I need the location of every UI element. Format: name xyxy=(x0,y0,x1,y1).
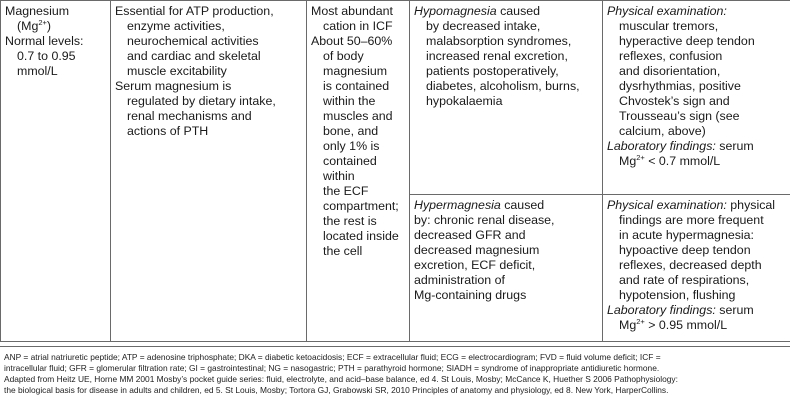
distribution-text: of body xyxy=(323,49,364,63)
distribution-text: compartment; xyxy=(323,199,399,213)
electrolyte-symbol: $(Mg^{2+})$ xyxy=(17,18,52,33)
function-text: Serum magnesium is xyxy=(115,79,232,93)
function-cell xyxy=(111,1,307,342)
distribution-text: contained xyxy=(323,154,377,168)
exam-text: hypotension, flushing xyxy=(619,288,736,302)
distribution-text: only 1% is xyxy=(323,139,380,153)
distribution-cell xyxy=(307,1,410,342)
hypo-title: Hypomagnesia caused xyxy=(414,4,541,18)
hyper-text: excretion, ECF deficit, xyxy=(414,258,536,272)
normal-levels-label: Normal levels: xyxy=(5,34,84,48)
exam-text: Trousseau’s sign (see xyxy=(619,109,740,123)
hypo-text: diabetes, alcoholism, burns, xyxy=(426,79,580,93)
lab-value: $Mg^{2+} > 0.95$ mmol/L xyxy=(619,317,728,332)
function-text: renal mechanisms and xyxy=(127,109,252,123)
normal-levels-unit: mmol/L xyxy=(17,64,58,78)
function-text: Essential for ATP production, xyxy=(115,4,274,18)
exam-text: findings are more frequent xyxy=(619,213,764,227)
hypo-text: increased renal excretion, xyxy=(426,49,568,63)
function-text: actions of PTH xyxy=(127,124,209,138)
table-row xyxy=(1,1,790,195)
hyper-text: by: chronic renal disease, xyxy=(414,213,555,227)
hyper-cause-cell xyxy=(410,195,603,342)
distribution-text: Most abundant xyxy=(311,4,393,18)
hypo-text: patients postoperatively, xyxy=(426,64,559,78)
hyper-text: decreased GFR and xyxy=(414,228,526,242)
distribution-text: cation in ICF xyxy=(323,19,393,33)
distribution-text: About 50–60% xyxy=(311,34,393,48)
lab-label: Laboratory findings: serum xyxy=(607,139,754,153)
footnote-line: intracellular fluid; GFR = glomerular filtration rate; GI = gastrointestinal; NG = nasogastric; PTH = parathyroid hormone; SIADH = syndrome of inappropriate antidiuretic hormone. xyxy=(4,363,660,373)
distribution-text: magnesium xyxy=(323,64,388,78)
distribution-text: within the xyxy=(323,94,376,108)
distribution-text: muscles and xyxy=(323,109,393,123)
electrolyte-name: Magnesium xyxy=(5,4,70,18)
lab-label: Laboratory findings: serum xyxy=(607,303,754,317)
function-text: regulated by dietary intake, xyxy=(127,94,276,108)
function-text: and cardiac and skeletal xyxy=(127,49,261,63)
hypo-cause-cell xyxy=(410,1,603,195)
hypo-signs-cell xyxy=(603,1,790,195)
distribution-text: is contained xyxy=(323,79,390,93)
exam-text: reflexes, decreased depth xyxy=(619,258,762,272)
exam-text: dysrhythmias, positive xyxy=(619,79,741,93)
exam-text: hyperactive deep tendon xyxy=(619,34,755,48)
distribution-text: bone, and xyxy=(323,124,379,138)
lab-value: $Mg^{2+} < 0.7$ mmol/L xyxy=(619,153,721,168)
hypo-text: hypokalaemia xyxy=(426,94,503,108)
exam-text: and rate of respirations, xyxy=(619,273,750,287)
distribution-text: the rest is xyxy=(323,214,377,228)
exam-text: reflexes, confusion xyxy=(619,49,723,63)
exam-text: in acute hypermagnesia: xyxy=(619,228,755,242)
function-text: muscle excitability xyxy=(127,64,227,78)
function-text: enzyme activities, xyxy=(127,19,225,33)
exam-label: Physical examination: physical xyxy=(607,198,776,212)
exam-text: calcium, above) xyxy=(619,124,706,138)
function-text: neurochemical activities xyxy=(127,34,259,48)
distribution-text: the ECF xyxy=(323,184,369,198)
hyper-title: Hypermagnesia caused xyxy=(414,198,545,212)
distribution-text: the cell xyxy=(323,244,363,258)
exam-text: hypoactive deep tendon xyxy=(619,243,751,257)
hypo-text: by decreased intake, xyxy=(426,19,541,33)
distribution-text: located inside xyxy=(323,229,399,243)
exam-text: muscular tremors, xyxy=(619,19,719,33)
footnote-line: the biological basis for disease in adults and children, ed 5. St Louis, Mosby; Tortora GJ, Grabowski SR, 2010 Principles of anatomy and physiology, ed 8. New York, HarperCollins. xyxy=(4,385,669,395)
hyper-text: Mg-containing drugs xyxy=(414,288,527,302)
hyper-text: administration of xyxy=(414,273,505,287)
hyper-text: decreased magnesium xyxy=(414,243,540,257)
exam-label: Physical examination: xyxy=(607,4,727,18)
electrolyte-cell xyxy=(1,1,111,342)
exam-text: Chvostek’s sign and xyxy=(619,94,730,108)
hyper-signs-cell xyxy=(603,195,790,342)
distribution-text: within xyxy=(323,169,355,183)
footnote-line: Adapted from Heitz UE, Horne MM 2001 Mosby’s pocket guide series: fluid, electrolyte, and acid–base balance, ed 4. St Louis, Mosby; McCance K, Huether S 2006 Pathophysiology: xyxy=(4,374,678,384)
footnote xyxy=(0,346,790,401)
hypo-text: malabsorption syndromes, xyxy=(426,34,572,48)
exam-text: and disorientation, xyxy=(619,64,721,78)
normal-levels-value: 0.7 to 0.95 xyxy=(17,49,76,63)
footnote-line: ANP = atrial natriuretic peptide; ATP = adenosine triphosphate; DKA = diabetic ketoacidosis; ECF = extracellular fluid; ECG = electrocardiogram; FVD = fluid volume deficit; ICF = xyxy=(4,352,661,362)
